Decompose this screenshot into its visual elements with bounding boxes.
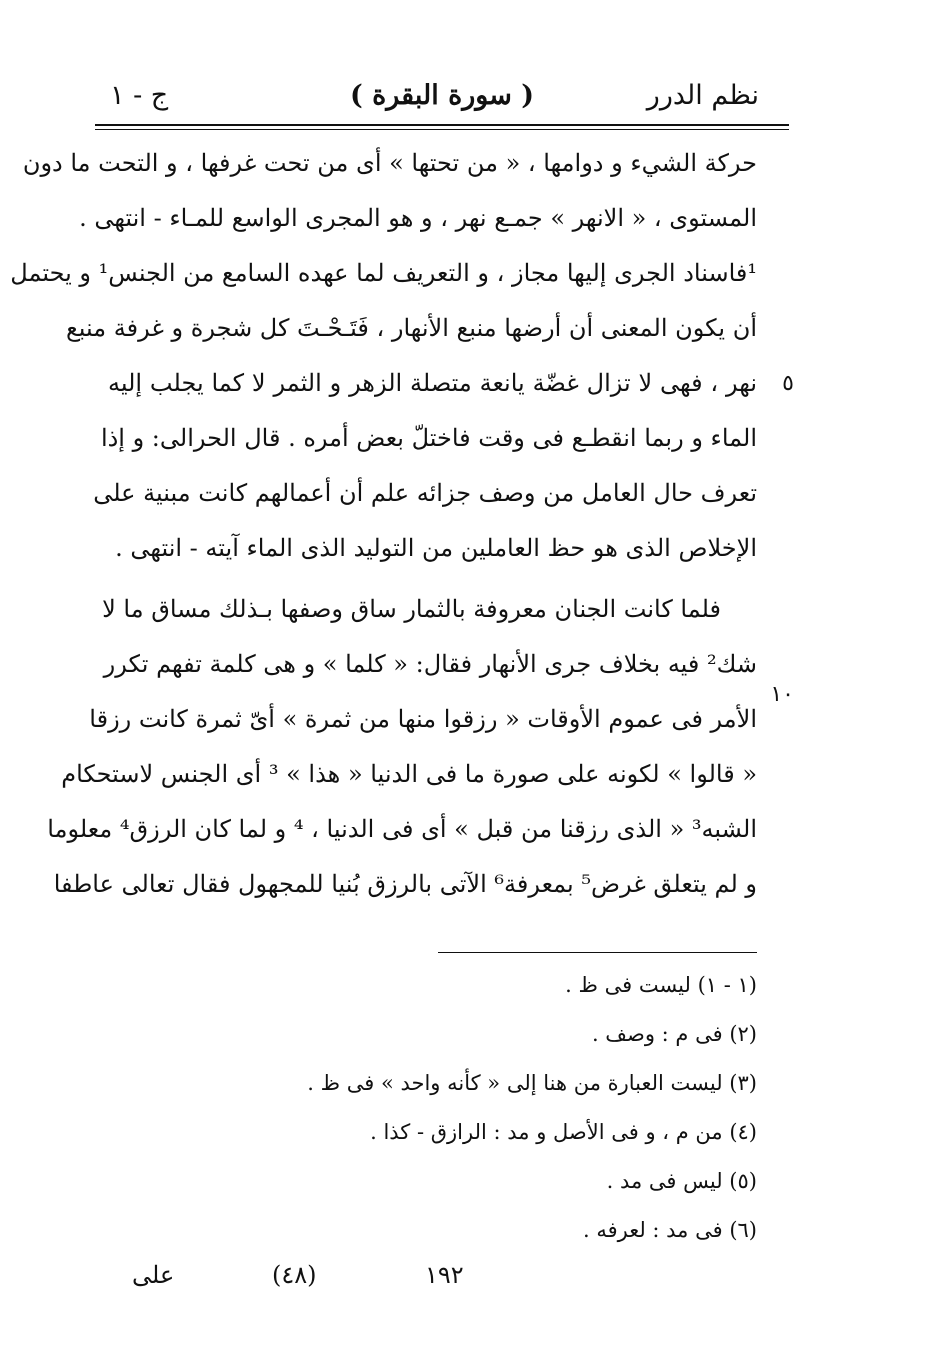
- text-line: شك² فيه بخلاف جرى الأنهار فقال: « كلما » و هى كلمة تفهم تكرر: [103, 650, 757, 678]
- footnote: (٣) ليست العبارة من هنا إلى « كأنه واحد » فى ظ .: [307, 1071, 757, 1095]
- text-line: « قالوا » لكونه على صورة ما فى الدنيا « هذا » ³ أى الجنس لاستحكام: [61, 760, 757, 788]
- text-line: حركة الشيء و دوامها ، « من تحتها » أى من تحت غرفها ، و التحت ما دون: [22, 149, 757, 177]
- signature-mark: (٤٨): [272, 1261, 317, 1289]
- footnote: (١ - ١) ليست فى ظ .: [565, 973, 757, 997]
- text-line: الإخلاص الذى هو حظ العاملين من التوليد الذى الماء آيته - انتهى .: [115, 534, 757, 562]
- header-rule: [95, 124, 789, 126]
- text-line: ¹فاسناد الجرى إليها مجاز ، و التعريف لما عهده السامع من الجنس¹ و يحتمل: [10, 259, 757, 287]
- text-line: أن يكون المعنى أن أرضها منبع الأنهار ، فَتَـحْـتَ كل شجرة و غرفة منبع: [66, 314, 757, 342]
- line-number-5: ٥: [782, 371, 794, 396]
- text-line: الأمر فى عموم الأوقات « رزقوا منها من ثمرة » أىّ ثمرة كانت رزقا: [89, 705, 757, 733]
- footnote: (٢) فى م : وصف .: [591, 1022, 757, 1046]
- book-title: نظم الدرر: [646, 80, 759, 111]
- text-line: المستوى ، « الانهر » جمـع نهر ، و هو المجرى الواسع للمـاء - انتهى .: [79, 204, 757, 232]
- catchword: على: [132, 1261, 175, 1289]
- text-line: الماء و ربما انقطـع فى وقت فاختلّ بعض أمره . قال الحرالى: و إذا: [100, 424, 757, 452]
- page-number: ١٩٢: [425, 1261, 464, 1289]
- text-line: نهر ، فهى لا تزال غضّة يانعة متصلة الزهر و الثمر لا كما يجلب إليه: [108, 369, 757, 397]
- line-number-10: ١٠: [770, 682, 794, 707]
- footnote: (٤) من م ، و فى الأصل و مد : الرازق - كذا .: [370, 1120, 757, 1144]
- text-line: الشبه³ « الذى رزقنا من قبل » أى فى الدنيا ، ⁴ و لما كان الرزق⁴ معلوما: [47, 815, 757, 843]
- text-line: تعرف حال العامل من وصف جزائه علم أن أعمالهم كانت مبنية على: [93, 479, 757, 507]
- footnote-rule: [438, 952, 757, 953]
- volume-label: ج - ١: [110, 80, 169, 111]
- header-rule-thin: [95, 129, 789, 130]
- footnotes: [108, 966, 757, 1260]
- main-text: [10, 136, 757, 912]
- running-header: [95, 78, 789, 122]
- footnote: (٦) فى مد : لعرفه .: [582, 1218, 757, 1242]
- text-line: فلما كانت الجنان معروفة بالثمار ساق وصفها بـذلك مساق ما لا: [102, 595, 721, 623]
- text-line: و لم يتعلق غرض⁵ بمعرفة⁶ الآتى بالرزق بُنيا للمجهول فقال تعالى عاطفا: [53, 870, 757, 898]
- footnote: (٥) ليس فى مد .: [606, 1169, 757, 1193]
- surah-title: ( سورة البقرة ): [349, 80, 535, 111]
